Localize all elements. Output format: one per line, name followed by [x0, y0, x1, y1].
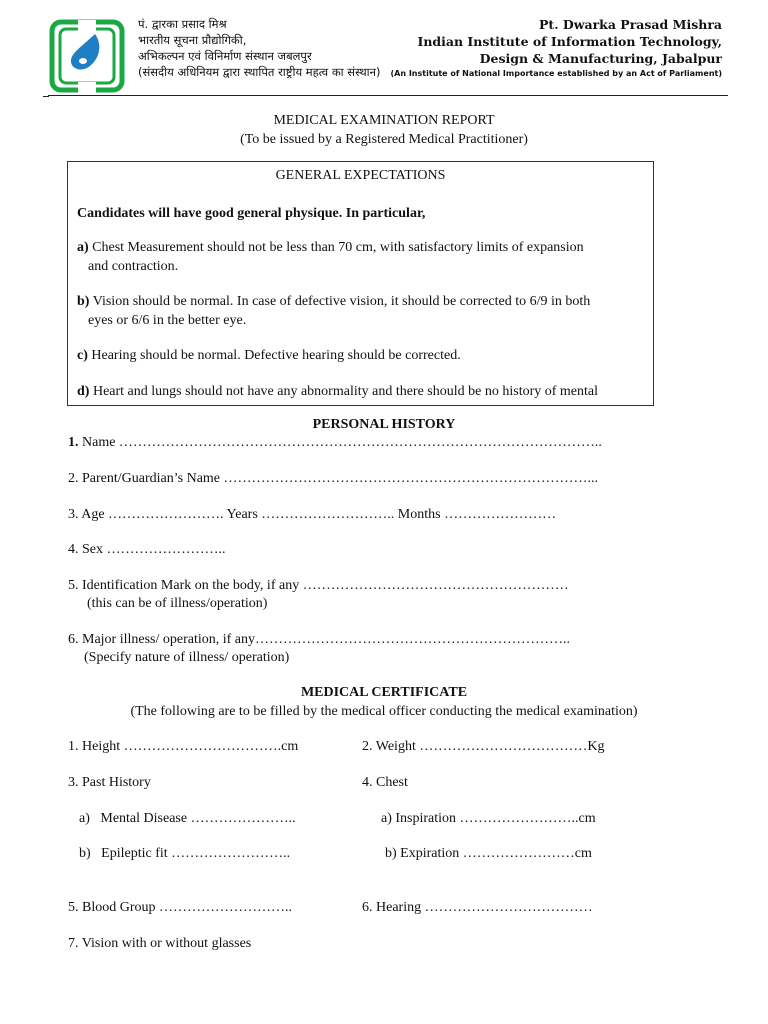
hindi-line: भारतीय सूचना प्रौद्योगिकी, [138, 33, 247, 47]
institute-subtitle: (An Institute of National Importance established by an Act of Parliament) [390, 69, 722, 78]
item-text: Chest Measurement should not be less than 70 cm, with satisfactory limits of expansion [88, 240, 584, 255]
medical-certificate-heading [0, 685, 768, 701]
header-divider-tick [43, 96, 49, 97]
chest-label: 4. Chest [362, 775, 408, 790]
guardian-name-field[interactable]: 2. Parent/Guardian’s Name ……………………………………………………………………... [68, 471, 599, 486]
expectations-intro-text: Candidates will have good general physique. In particular, [77, 206, 426, 221]
header-divider [48, 95, 728, 96]
english-line: Indian Institute of Information Technology, [417, 34, 722, 49]
personal-history-heading [0, 417, 768, 433]
name-label: Name ………………………………………………………………………………………….. [78, 435, 602, 450]
english-line: Pt. Dwarka Prasad Mishra [539, 17, 722, 32]
hindi-line: (संसदीय अधिनियम द्वारा स्थापित राष्ट्रीय महत्व का संस्थान) [138, 65, 381, 79]
item-label: a) [77, 240, 89, 255]
vision-field[interactable]: 7. Vision with or without glasses [68, 936, 252, 951]
item-label: b) [77, 294, 90, 309]
item-text: Vision should be normal. In case of defective vision, it should be corrected to 6/9 in both [89, 294, 591, 309]
expectations-intro [77, 204, 425, 223]
report-subtitle: (To be issued by a Registered Medical Practitioner) [240, 132, 528, 147]
general-expectations-box [67, 161, 654, 406]
major-illness-note: (Specify nature of illness/ operation) [84, 650, 290, 665]
past-history-label: 3. Past History [68, 775, 151, 790]
medical-certificate-heading-text: MEDICAL CERTIFICATE [300, 685, 468, 700]
hindi-line: अभिकल्पन एवं विनिर्माण संस्थान जबलपुर [138, 49, 312, 63]
item-label: c) [77, 348, 88, 363]
weight-field[interactable]: 2. Weight ………………………………Kg [362, 739, 605, 754]
inspiration-field[interactable]: a) Inspiration ……………………..cm [381, 811, 596, 826]
identification-mark-field[interactable]: 5. Identification Mark on the body, if any ………………………………………………… [68, 578, 569, 593]
expectation-item-a-cont: and contraction. [88, 259, 179, 274]
hearing-field[interactable]: 6. Hearing ……………………………… [362, 900, 593, 915]
identification-mark-note: (this can be of illness/operation) [87, 596, 268, 611]
report-title: MEDICAL EXAMINATION REPORT [273, 113, 495, 128]
expectations-heading: GENERAL EXPECTATIONS [275, 168, 446, 183]
epileptic-fit-field[interactable]: b) Epileptic fit …………………….. [79, 846, 291, 861]
expiration-field[interactable]: b) Expiration ……………………cm [385, 846, 592, 861]
name-field[interactable] [68, 435, 602, 451]
major-illness-field[interactable]: 6. Major illness/ operation, if any………………………………………………………….. [68, 632, 571, 647]
blood-group-field[interactable]: 5. Blood Group ……………………….. [68, 900, 292, 915]
hindi-line: पं. द्वारका प्रसाद मिश्र [138, 17, 227, 31]
personal-history-heading-text: PERSONAL HISTORY [312, 417, 456, 432]
expectation-item-b [77, 292, 590, 311]
sex-field[interactable]: 4. Sex …………………….. [68, 542, 226, 557]
height-field[interactable]: 1. Height …………………………….cm [68, 739, 299, 754]
item-text: Heart and lungs should not have any abnormality and there should be no history of mental [89, 384, 599, 399]
mental-disease-field[interactable]: a) Mental Disease ………………….. [79, 811, 296, 826]
expectation-item-c [77, 346, 461, 365]
medical-certificate-note: (The following are to be filled by the medical officer conducting the medical examination) [130, 704, 638, 719]
age-field[interactable]: 3. Age ……………………. Years ……………………….. Months …………………… [68, 507, 557, 522]
institute-logo [48, 18, 126, 94]
expectation-item-d [77, 382, 598, 401]
item-text: Hearing should be normal. Defective hearing should be corrected. [87, 348, 461, 363]
hindi-institute-name [138, 16, 381, 80]
english-institute-name [390, 16, 722, 81]
expectation-item-b-cont: eyes or 6/6 in the better eye. [88, 313, 247, 328]
english-line: Design & Manufacturing, Jabalpur [479, 51, 722, 66]
item-label: d) [77, 384, 90, 399]
name-number: 1. [68, 435, 79, 450]
expectation-item-a [77, 238, 584, 257]
